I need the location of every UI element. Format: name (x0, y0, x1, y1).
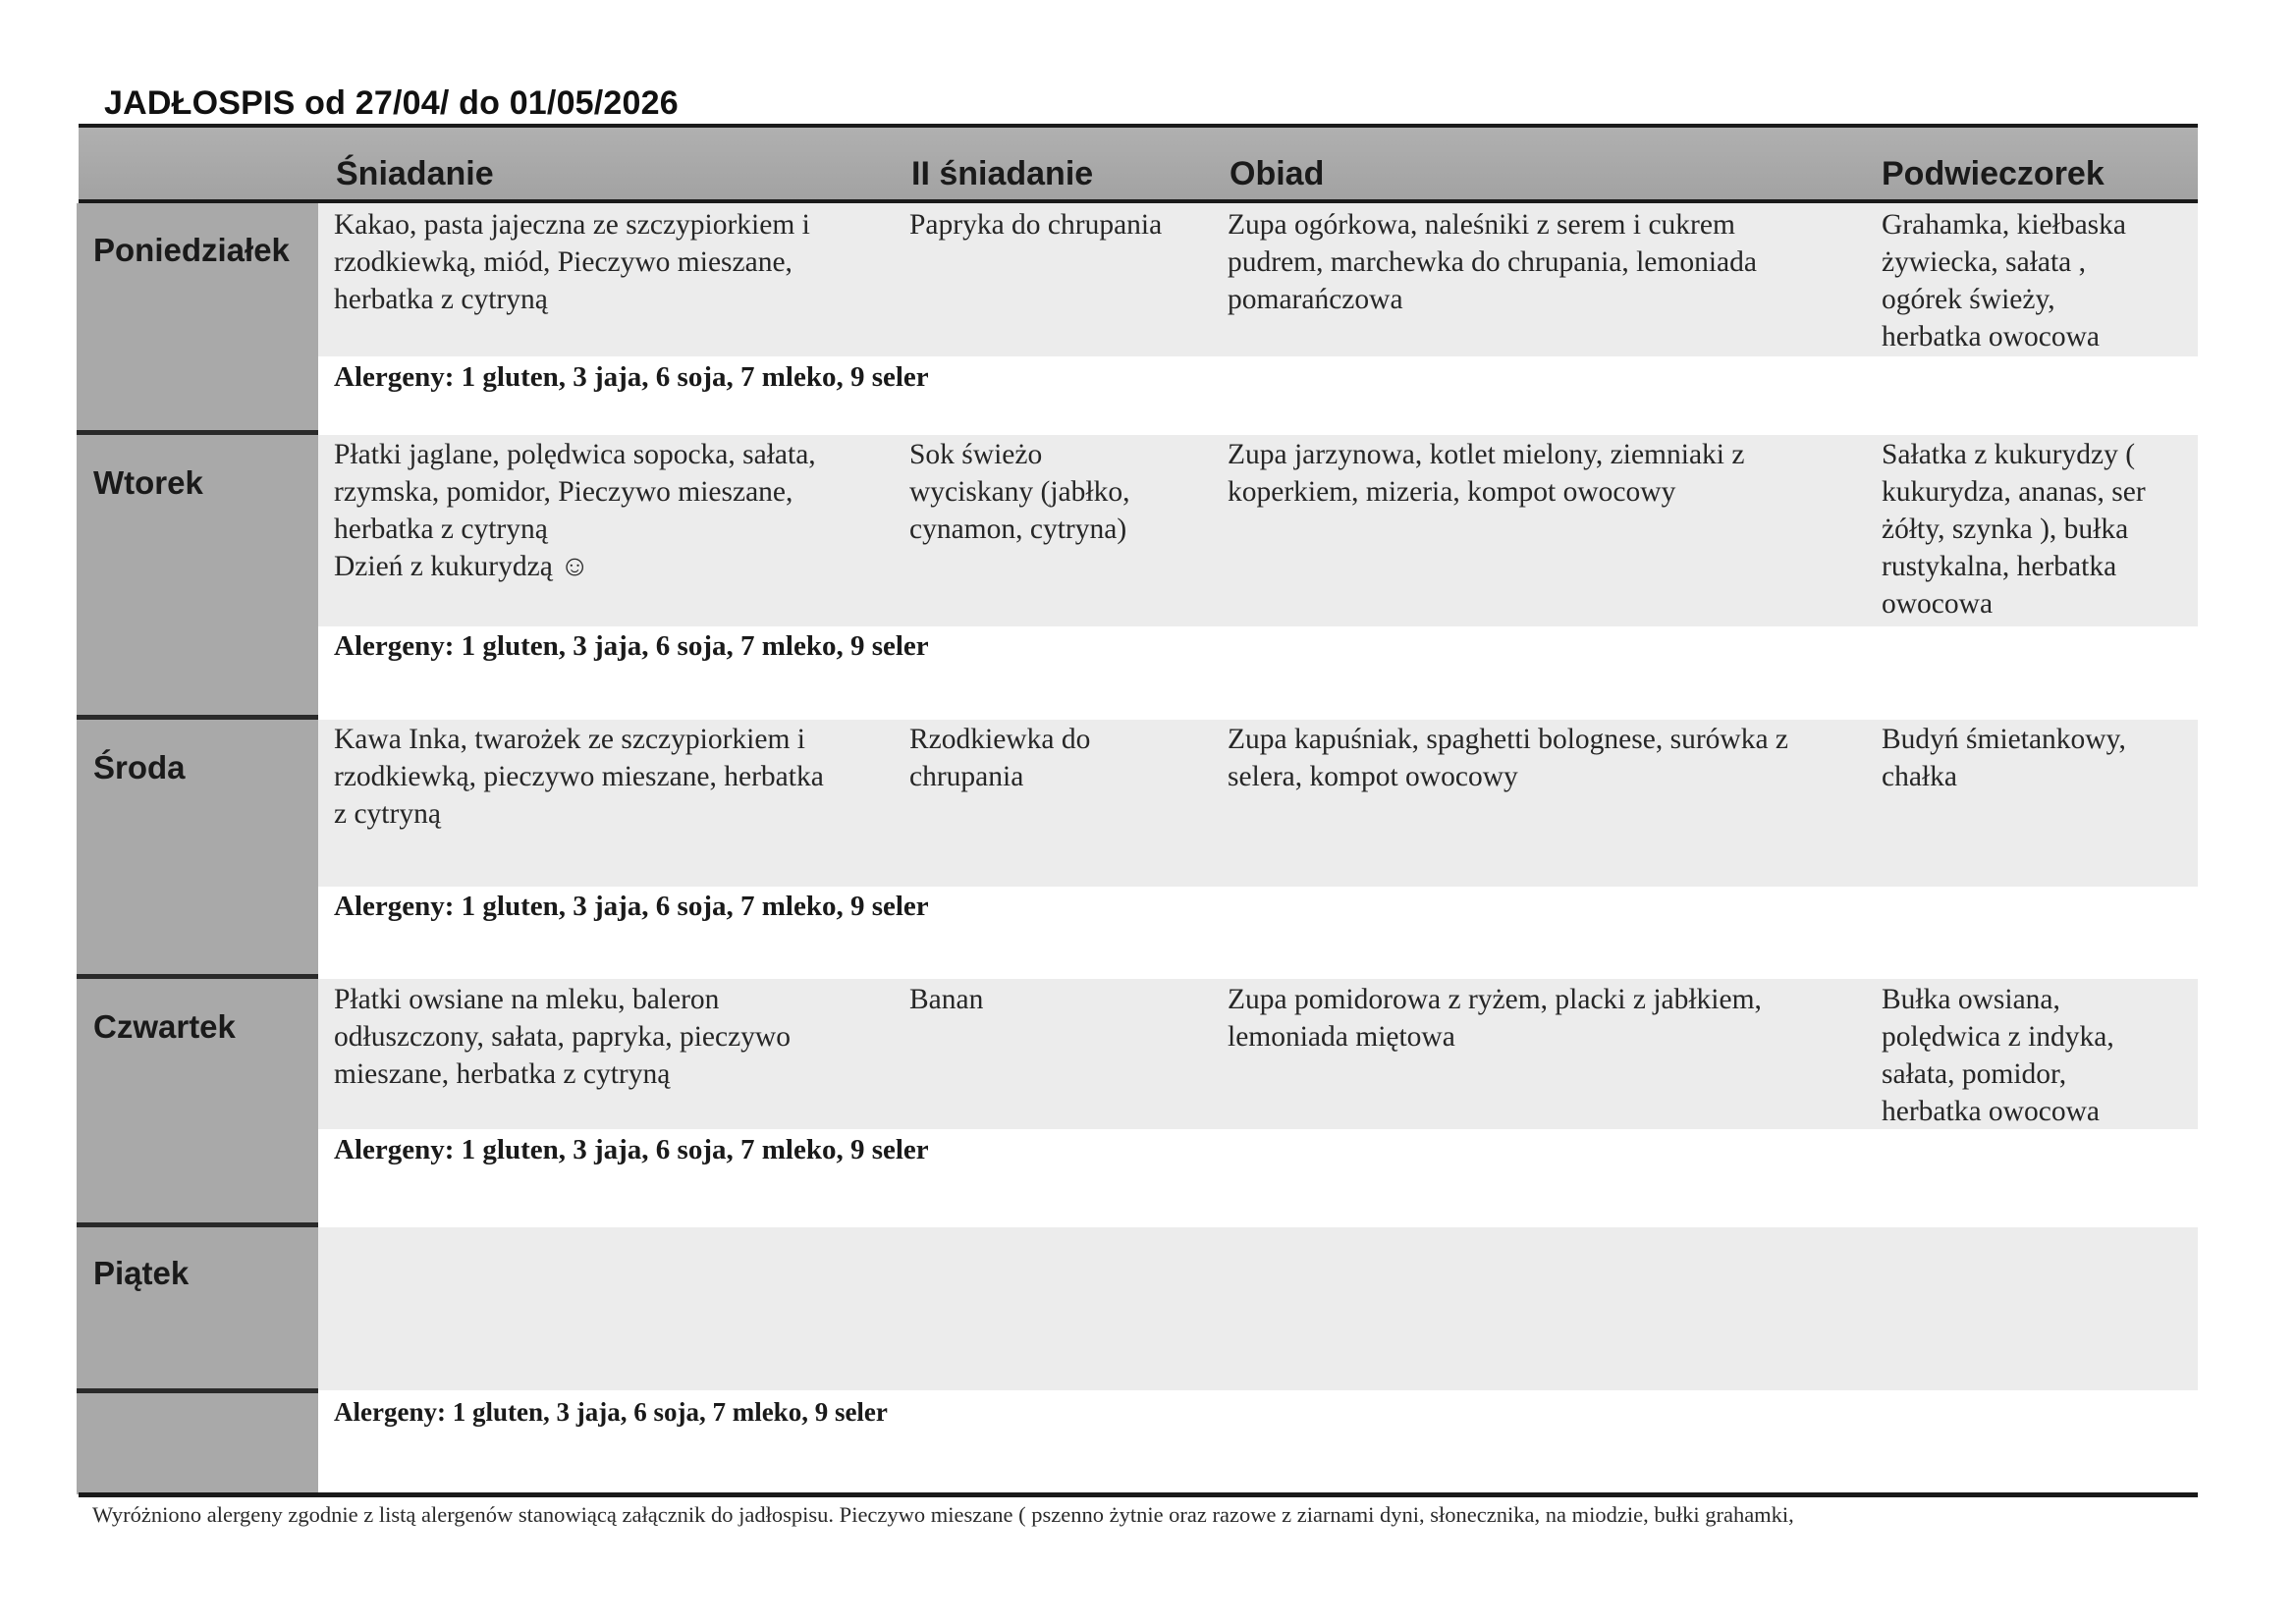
tuesday-snack: Sałatka z kukurydzy ( kukurydza, ananas, ser żółty, szynka ), bułka rustykalna, herbatka owocowa (1882, 439, 2146, 620)
menu-title: JADŁOSPIS od 27/04/ do 01/05/2026 (104, 84, 679, 122)
thursday-breakfast: Płatki owsiane na mleku, baleron odłuszczony, sałata, papryka, pieczywo mieszane, herbatka z cytryną (334, 984, 791, 1090)
wednesday-second-breakfast: Rzodkiewka do chrupania (909, 724, 1091, 792)
thursday-allergens: Alergeny: 1 gluten, 3 jaja, 6 soja, 7 mleko, 9 seler (334, 1134, 929, 1165)
friday-allergens: Alergeny: 1 gluten, 3 jaja, 6 soja, 7 mleko, 9 seler (334, 1397, 888, 1427)
wednesday-breakfast: Kawa Inka, twarożek ze szczypiorkiem i rzodkiewką, pieczywo mieszane, herbatka z cytryną (334, 724, 824, 830)
day-separator (77, 1388, 318, 1393)
monday-second-breakfast: Papryka do chrupania (909, 209, 1163, 241)
day-label-thursday: Czwartek (93, 1008, 236, 1045)
thursday-second-breakfast: Banan (909, 984, 984, 1015)
day-label-friday: Piątek (93, 1255, 190, 1291)
header-breakfast: Śniadanie (336, 155, 494, 192)
band-friday (318, 1227, 2198, 1390)
monday-snack: Grahamka, kiełbaska żywiecka, sałata , ogórek świeży, herbatka owocowa (1882, 209, 2127, 352)
tuesday-allergens: Alergeny: 1 gluten, 3 jaja, 6 soja, 7 mleko, 9 seler (334, 630, 929, 662)
header-lunch: Obiad (1230, 155, 1325, 192)
day-label-wednesday: Środa (93, 749, 186, 785)
wednesday-allergens: Alergeny: 1 gluten, 3 jaja, 6 soja, 7 mleko, 9 seler (334, 891, 929, 922)
bottom-rule (79, 1492, 2198, 1497)
wednesday-lunch: Zupa kapuśniak, spaghetti bolognese, surówka z selera, kompot owocowy (1228, 724, 1789, 792)
thursday-snack: Bułka owsiana, polędwica z indyka, sałata, pomidor, herbatka owocowa (1882, 984, 2114, 1127)
monday-breakfast: Kakao, pasta jajeczna ze szczypiorkiem i rzodkiewką, miód, Pieczywo mieszane, herbatka z cytryną (334, 209, 810, 315)
header-second-breakfast: II śniadanie (911, 155, 1094, 192)
day-separator (77, 1222, 318, 1227)
tuesday-breakfast: Płatki jaglane, polędwica sopocka, sałata, rzymska, pomidor, Pieczywo mieszane, herbatka z cytryną Dzień z kukurydzą ☺ (334, 439, 816, 582)
monday-lunch: Zupa ogórkowa, naleśniki z serem i cukrem pudrem, marchewka do chrupania, lemoniada pomarańczowa (1228, 209, 1757, 315)
tuesday-lunch: Zupa jarzynowa, kotlet mielony, ziemniaki z koperkiem, mizeria, kompot owocowy (1228, 439, 1745, 508)
tuesday-second-breakfast: Sok świeżo wyciskany (jabłko, cynamon, cytryna) (909, 439, 1130, 545)
thursday-lunch: Zupa pomidorowa z ryżem, placki z jabłkiem, lemoniada miętowa (1228, 984, 1762, 1053)
header-snack: Podwieczorek (1882, 155, 2105, 192)
day-label-monday: Poniedziałek (93, 232, 290, 268)
day-separator (77, 715, 318, 720)
day-label-tuesday: Wtorek (93, 464, 203, 501)
wednesday-snack: Budyń śmietankowy, chałka (1882, 724, 2126, 792)
day-column (77, 203, 318, 1494)
day-separator (77, 974, 318, 979)
day-separator (77, 430, 318, 435)
footer-note: Wyróżniono alergeny zgodnie z listą alergenów stanowiącą załącznik do jadłospisu. Pieczywo mieszane ( pszenno żytnie oraz razowe z ziarnami dyni, słonecznika, na miodzie, bułki grahamki, (92, 1502, 1794, 1527)
monday-allergens: Alergeny: 1 gluten, 3 jaja, 6 soja, 7 mleko, 9 seler (334, 361, 929, 393)
